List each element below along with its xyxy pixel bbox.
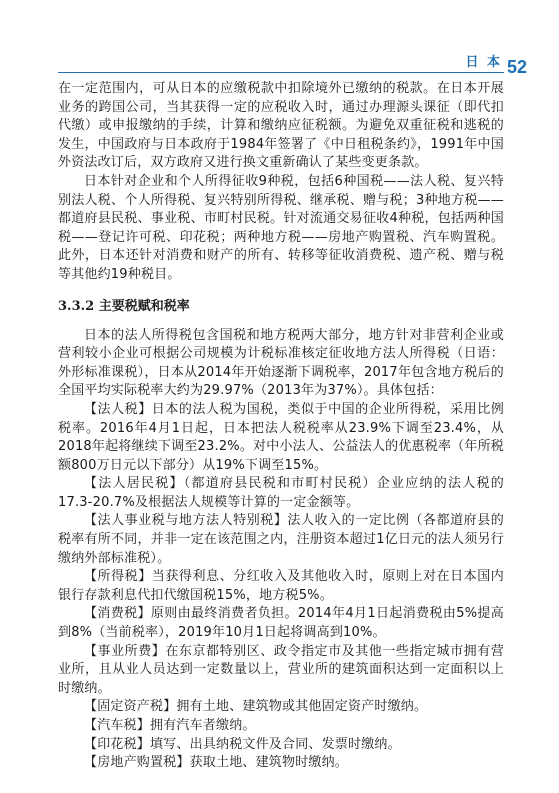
section-heading: 3.3.2 主要税赋和税率 (58, 298, 190, 314)
tax-item-income-tax: 【所得税】当获得利息、分红收入及其他收入时，原则上对在日本国内银行存款利息代扣代缴国税15%，地方税5%。 (58, 569, 504, 603)
header-rule (58, 72, 504, 73)
tax-item-enterprise-tax: 【法人事业税与地方法人特别税】法人收入的一定比例（各都道府县的税率有所不同，并非一定在该范围之内，注册资本超过1亿日元的法人须另行缴纳外部标准税）。 (58, 513, 504, 566)
tax-item-consumption-tax: 【消费税】原则由最终消费者负担。2014年4月1日起消费税由5%提高到8%（当前税率），2019年10月1日起将调高到10%。 (58, 606, 504, 641)
body-paragraph: 日本针对企业和个人所得征收9种税，包括6种国税——法人税、复兴特别法人税、个人所得税、复兴特别所得税、继承税、赠与税；3种地方税——都道府县民税、事业税、市町村民税。针对流通交易征收4种税，包括两种国税——登记许可税、印花税；两种地方税——房地产购置税、汽车购置税。此外，日本还针对消费和财产的所有、转移等征收消费税、遗产税、赠与税等其他约19种税目。 (58, 173, 504, 282)
tax-item-fixed-asset-tax: 【固定资产税】拥有土地、建筑物或其他固定资产时缴纳。 (84, 699, 428, 715)
body-paragraph: 在一定范围内，可从日本的应缴税款中扣除境外已缴纳的税款。在日本开展业务的跨国公司，当其获得一定的应税收入时，通过办理源头课征（即代扣代缴）或申报缴纳的手续，计算和缴纳应征税额。为避免双重征税和逃税的发生，中国政府与日本政府于1984年签署了《中日租税条约》，1991年中国外资法改订后，双方政府又进行换文重新确认了某些变更条款。 (58, 81, 504, 171)
tax-item-corporate-tax: 【法人税】日本的法人税为国税，类似于中国的企业所得税，采用比例税率。2016年4月1日起，日本把法人税税率从23.9%下调至23.4%，从2018年起将继续下调至23.2%。对中小法人、公益法人的优惠税率（年所税额800万日元以下部分）从19%下调至15%。 (58, 401, 504, 473)
page-number: 52 (507, 57, 528, 77)
tax-item-stamp-tax: 【印花税】填写、出具纳税文件及合同、发票时缴纳。 (84, 736, 401, 752)
body-paragraph: 日本的法人所得税包含国税和地方税两大部分，地方针对非营利企业或营利较小企业可根据公司规模为计税标准核定征收地方法人所得税（日语：外形标准课税），日本从2014年开始逐渐下调税率，2017年包含地方税后的全国平均实际税率大约为29.97%（2013年为37%）。具体包括： (58, 327, 504, 399)
tax-item-automobile-tax: 【汽车税】拥有汽车者缴纳。 (84, 718, 256, 733)
running-header-title: 日 本 (465, 55, 502, 70)
tax-item-real-estate-acquisition-tax: 【房地产购置税】获取土地、建筑物时缴纳。 (84, 755, 349, 771)
tax-item-corporate-resident-tax: 【法人居民税】（都道府县民税和市町村民税）企业应纳的法人税的17.3-20.7%及根据法人规模等计算的一定金额等。 (58, 476, 504, 510)
tax-item-business-office-tax: 【事业所费】在东京都特别区、政令指定市及其他一些指定城市拥有营业所，且从业人员达到一定数量以上，营业所的建筑面积达到一定面积以上时缴纳。 (58, 643, 504, 696)
page-body (58, 80, 504, 773)
